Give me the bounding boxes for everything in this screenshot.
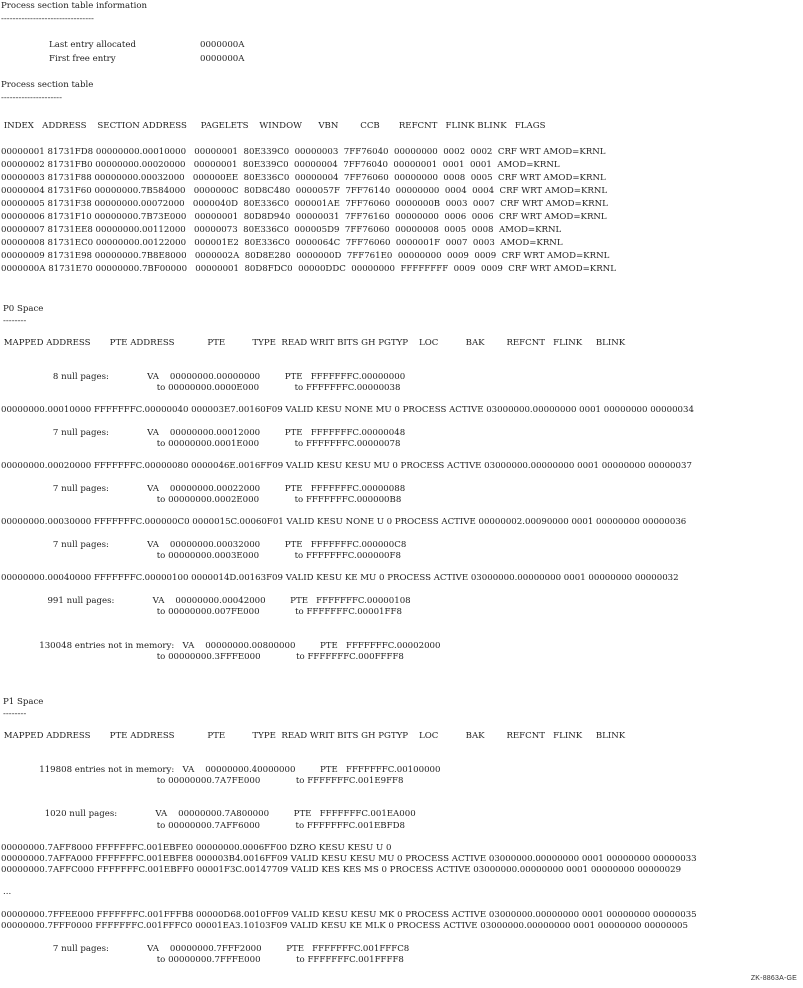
section-table-row: 00000003 81731F88 00000000.00032000 000000EE 80E336C0 00000004 7FF76060 00000000 0008 0005 CRF WRT AMOD=KRNL	[1, 173, 606, 183]
p1-line: 00000000.7FFEE000 FFFFFFFC.001FFFB8 00000D68.0010FF09 VALID KESU KESU MK 0 PROCESS ACTIVE 03000000.00000000 0001 00000000 00000035	[1, 910, 697, 920]
p1-line: 00000000.7AFFA000 FFFFFFFC.001EBFE8 000003B4.0016FF09 VALID KESU KESU MU 0 PROCESS ACTIVE 03000000.00000000 0001 00000000 00000033	[1, 854, 697, 864]
p0-line: to 00000000.007FE000 to FFFFFFFC.00001FF8	[1, 607, 402, 617]
p1-line: 00000000.7FFF0000 FFFFFFFC.001FFFC0 00001EA3.10103F09 VALID KESU KE MLK 0 PROCESS ACTIVE 03000000.00000000 0001 00000000 00000005	[1, 921, 688, 931]
p1-line: to 00000000.7AFF6000 to FFFFFFFC.001EBFD8	[1, 821, 405, 831]
section-table-row: 00000001 81731FD8 00000000.00010000 00000001 80E339C0 00000003 7FF76040 00000000 0002 0002 CRF WRT AMOD=KRNL	[1, 147, 606, 157]
p0-line: 8 null pages: VA 00000000.00000000 PTE FFFFFFFC.00000000	[1, 372, 406, 382]
p1-line: to 00000000.7A7FE000 to FFFFFFFC.001E9FF8	[1, 776, 404, 786]
p1-space-title: P1 Space	[3, 697, 44, 707]
info-label-first-free: First free entry	[49, 54, 116, 64]
p1-line: to 00000000.7FFFE000 to FFFFFFFC.001FFFF8	[1, 955, 404, 965]
section-table-row: 00000009 81731E98 00000000.7B8E8000 0000002A 80D8E280 0000000D 7FF761E0 00000000 0009 0009 CRF WRT AMOD=KRNL	[1, 251, 610, 261]
p0-line: 130048 entries not in memory: VA 00000000.00800000 PTE FFFFFFFC.00002000	[1, 641, 441, 651]
p0-line: 00000000.00040000 FFFFFFFC.00000100 0000014D.00163F09 VALID KESU KE MU 0 PROCESS ACTIVE 03000000.00000000 0001 00000000 00000032	[1, 573, 679, 583]
p1-line: 00000000.7AFF8000 FFFFFFFC.001EBFE0 00000000.0006FF00 DZRO KESU KESU U 0	[1, 843, 392, 853]
p1-ellipsis: ...	[3, 887, 12, 897]
figure-id: ZK-8863A-GE	[750, 975, 797, 982]
p0-line: 00000000.00020000 FFFFFFFC.00000080 0000046E.0016FF09 VALID KESU KESU MU 0 PROCESS ACTIVE 03000000.00000000 0001 00000000 00000037	[1, 461, 692, 471]
p1-space-underline: --------	[3, 709, 27, 719]
p0-line: 00000000.00010000 FFFFFFFC.00000040 000003E7.00160F09 VALID KESU NONE MU 0 PROCESS ACTIVE 03000000.00000000 0001 00000000 00000034	[1, 405, 694, 415]
section-table-header: INDEX ADDRESS SECTION ADDRESS PAGELETS WINDOW VBN CCB REFCNT FLINK BLINK FLAGS	[1, 121, 546, 131]
p0-line: to 00000000.0002E000 to FFFFFFFC.000000B8	[1, 495, 402, 505]
p0-space-title: P0 Space	[3, 304, 44, 314]
p0-line: to 00000000.3FFFE000 to FFFFFFFC.000FFFF8	[1, 652, 404, 662]
p0-line: to 00000000.0003E000 to FFFFFFFC.000000F8	[1, 551, 401, 561]
section-table-title: Process section table	[1, 80, 94, 90]
p0-line: 00000000.00030000 FFFFFFFC.000000C0 0000015C.00060F01 VALID KESU NONE U 0 PROCESS ACTIVE 00000002.00090000 0001 00000000 00000036	[1, 517, 687, 527]
p0-line: to 00000000.0001E000 to FFFFFFFC.00000078	[1, 439, 401, 449]
p1-line: 00000000.7AFFC000 FFFFFFFC.001EBFF0 00001F3C.00147709 VALID KES KES MS 0 PROCESS ACTIVE 03000000.00000000 0001 00000000 00000029	[1, 865, 682, 875]
p1-line: 119808 entries not in memory: VA 00000000.40000000 PTE FFFFFFFC.00100000	[1, 765, 441, 775]
p0-space-header: MAPPED ADDRESS PTE ADDRESS PTE TYPE READ WRIT BITS GH PGTYP LOC BAK REFCNT FLINK BLINK	[1, 338, 626, 348]
p0-line: 7 null pages: VA 00000000.00032000 PTE FFFFFFFC.000000C8	[1, 540, 407, 550]
section-info-underline: --------------------------------	[1, 14, 94, 24]
section-table-row: 00000008 81731EC0 00000000.00122000 000001E2 80E336C0 0000064C 7FF76060 0000001F 0007 0003 AMOD=KRNL	[1, 238, 563, 248]
section-table-row: 00000007 81731EE8 00000000.00112000 00000073 80E336C0 000005D9 7FF76060 00000008 0005 0008 AMOD=KRNL	[1, 225, 562, 235]
p1-line: 1020 null pages: VA 00000000.7A800000 PTE FFFFFFFC.001EA000	[1, 809, 416, 819]
section-table-row: 00000005 81731F38 00000000.00072000 0000040D 80E336C0 000001AE 7FF76060 0000000B 0003 0007 CRF WRT AMOD=KRNL	[1, 199, 608, 209]
p0-line: 7 null pages: VA 00000000.00022000 PTE FFFFFFFC.00000088	[1, 484, 406, 494]
section-table-underline: ---------------------	[1, 93, 62, 103]
section-table-row: 00000002 81731FB0 00000000.00020000 00000001 80E339C0 00000004 7FF76040 00000001 0001 0001 AMOD=KRNL	[1, 160, 560, 170]
info-label-last-entry: Last entry allocated	[49, 40, 136, 50]
info-value-first-free: 0000000A	[200, 54, 245, 64]
section-info-title: Process section table information	[1, 1, 148, 11]
p1-line: 7 null pages: VA 00000000.7FFF2000 PTE FFFFFFFC.001FFFC8	[1, 944, 410, 954]
p1-space-header: MAPPED ADDRESS PTE ADDRESS PTE TYPE READ WRIT BITS GH PGTYP LOC BAK REFCNT FLINK BLINK	[1, 731, 626, 741]
info-value-last-entry: 0000000A	[200, 40, 245, 50]
p0-line: to 00000000.0000E000 to FFFFFFFC.00000038	[1, 383, 401, 393]
p0-line: 991 null pages: VA 00000000.00042000 PTE FFFFFFFC.00000108	[1, 596, 411, 606]
section-table-row: 0000000A 81731E70 00000000.7BF00000 00000001 80D8FDC0 00000DDC 00000000 FFFFFFFF 0009 0009 CRF WRT AMOD=KRNL	[1, 264, 616, 274]
section-table-row: 00000004 81731F60 00000000.7B584000 0000000C 80D8C480 0000057F 7FF76140 00000000 0004 0004 CRF WRT AMOD=KRNL	[1, 186, 608, 196]
p0-line: 7 null pages: VA 00000000.00012000 PTE FFFFFFFC.00000048	[1, 428, 406, 438]
p0-space-underline: --------	[3, 316, 27, 326]
section-table-row: 00000006 81731F10 00000000.7B73E000 00000001 80D8D940 00000031 7FF76160 00000000 0006 0006 CRF WRT AMOD=KRNL	[1, 212, 607, 222]
